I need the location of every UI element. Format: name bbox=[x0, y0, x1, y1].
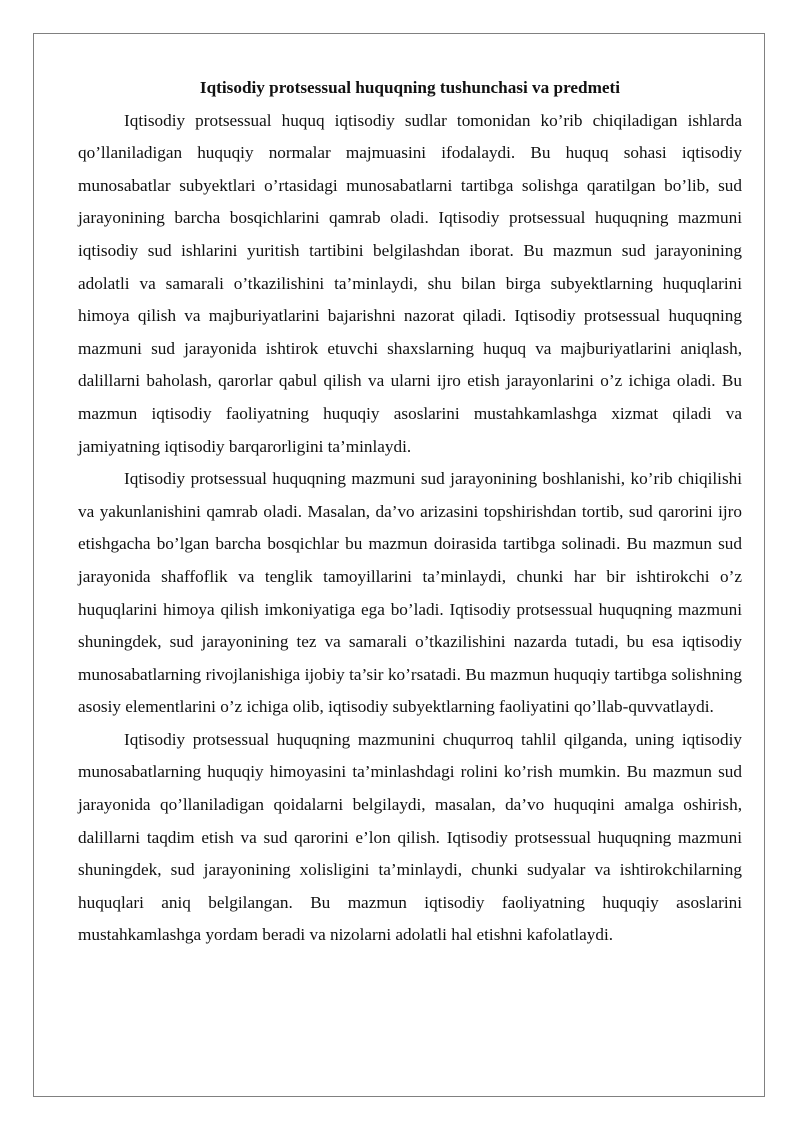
document-body bbox=[78, 72, 742, 952]
paragraph-3: Iqtisodiy protsessual huquqning mazmunini chuqurroq tahlil qilganda, uning iqtisodiy munosabatlarning huquqiy himoyasini ta’minlashdagi rolini ko’rish mumkin. Bu mazmun sud jarayonida qo’llaniladigan qoidalarni belgilaydi, masalan, da’vo huquqini amalga oshirish, dalillarni taqdim etish va sud qarorini e’lon qilish. Iqtisodiy protsessual huquqning mazmuni shuningdek, sud jarayonining xolisligini ta’minlaydi, chunki sudyalar va ishtirokchilarning huquqlari aniq belgilangan. Bu mazmun iqtisodiy faoliyatning huquqiy asoslarini mustahkamlashga yordam beradi va nizolarni adolatli hal etishni kafolatlaydi. bbox=[78, 729, 742, 945]
paragraph-1: Iqtisodiy protsessual huquq iqtisodiy sudlar tomonidan ko’rib chiqiladigan ishlarda qo’llaniladigan huquqiy normalar majmuasini ifodalaydi. Bu huquq sohasi iqtisodiy munosabatlar subyektlari o’rtasidagi munosabatlarni tartibga solishga qaratilgan bo’lib, sud jarayonining barcha bosqichlarini qamrab oladi. Iqtisodiy protsessual huquqning mazmuni iqtisodiy sud ishlarini yuritish tartibini belgilashdan iborat. Bu mazmun sud jarayonining adolatli va samarali o’tkazilishini ta’minlaydi, shu bilan birga subyektlarning huquqlarini himoya qilish va majburiyatlarini bajarishni nazorat qiladi. Iqtisodiy protsessual huquqning mazmuni sud jarayonida ishtirok etuvchi shaxslarning huquq va majburiyatlarini aniqlash, dalillarni baholash, qarorlar qabul qilish va ularni ijro etish jarayonlarini o’z ichiga oladi. Bu mazmun iqtisodiy faoliyatning huquqiy asoslarini mustahkamlashga xizmat qiladi va jamiyatning iqtisodiy barqarorligini ta’minlaydi. bbox=[78, 110, 742, 456]
document-title: Iqtisodiy protsessual huquqning tushunchasi va predmeti bbox=[199, 78, 621, 97]
paragraph-2: Iqtisodiy protsessual huquqning mazmuni sud jarayonining boshlanishi, ko’rib chiqilishi va yakunlanishini qamrab oladi. Masalan, da’vo arizasini topshirishdan tortib, sud qarorini ijro etishgacha bo’lgan barcha bosqichlar bu mazmun doirasida tartibga solinadi. Bu mazmun sud jarayonida shaffoflik va tenglik tamoyillarini ta’minlaydi, chunki har bir ishtirokchi o’z huquqlarini himoya qilish imkoniyatiga ega bo’ladi. Iqtisodiy protsessual huquqning mazmuni shuningdek, sud jarayonining tez va samarali o’tkazilishini nazarda tutadi, bu esa iqtisodiy munosabatlarning rivojlanishiga ijobiy ta’sir ko’rsatadi. Bu mazmun huquqiy tartibga solishning asosiy elementlarini o’z ichiga olib, iqtisodiy subyektlarning faoliyatini qo’llab-quvvatlaydi. bbox=[78, 469, 742, 717]
